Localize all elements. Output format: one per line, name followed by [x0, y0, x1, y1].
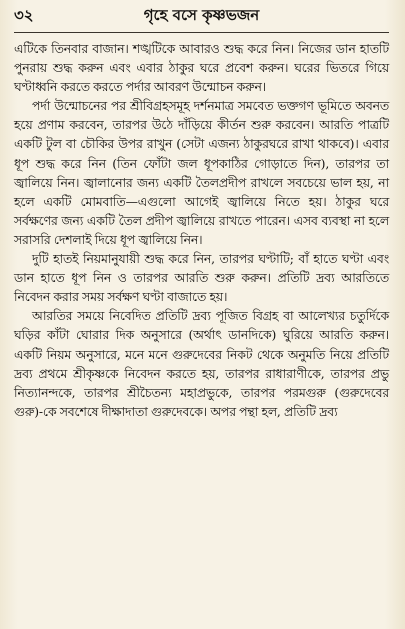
paragraph: পর্দা উন্মোচনের পর শ্রীবিগ্রহসমূহ দর্শনমাত্র সমবেত ভক্তগণ ভূমিতে অবনত হয়ে প্রণাম করবেন, তারপর উঠে দাঁড়িয়ে কীর্তন শুরু করবেন। আরতি পাত্রটি একটি টুল বা চৌকির উপর রাখুন (সেটা এজন্য ঠাকুরঘরে রাখা থাকবে)। এবার ধূপ শুদ্ধ করে নিন (তিন ফোঁটা জল ধূপকাঠির গোড়াতে দিন), তারপর তা জ্বালিয়ে নিন। জ্বালানোর জন্য একটি তৈলপ্রদীপ রাখলে সবচেয়ে ভাল হয়, না হলে একটি মোমবাতি—এগুলো আগেই জ্বালিয়ে নিতে হয়। ঠাকুর ঘরে সর্বক্ষণের জন্য একটি তৈল প্রদীপ জ্বালিয়ে রাখতে পারেন। এসব ব্যবস্থা না হলে সরাসরি দেশলাই দিয়ে ধূপ জ্বালিয়ে নিন। — [14, 98, 389, 247]
body-text — [14, 39, 389, 421]
page-header — [14, 4, 389, 33]
paragraph: দুটি হাতই নিয়মানুযায়ী শুদ্ধ করে নিন, তারপর ঘণ্টাটি; বাঁ হাতে ঘণ্টা এবং ডান হাতে ধূপ নিন ও তারপর আরতি শুরু করুন। প্রতিটি দ্রব্য আরতিতে নিবেদন করার সময় সর্বক্ষণ ঘণ্টা বাজাতে হয়। — [14, 251, 389, 305]
paragraph-continued: এটিকে তিনবার বাজান। শঙ্খটিকে আবারও শুদ্ধ করে নিন। নিজের ডান হাতটি পুনরায় শুদ্ধ করুন এবং এবার ঠাকুর ঘরে প্রবেশ করুন। ঘরের ভিতরে গিয়ে ঘণ্টাধ্বনি করতে করতে পর্দার আবরণ উন্মোচন করুন। — [14, 41, 389, 95]
paragraph: আরতির সময়ে নিবেদিত প্রতিটি দ্রব্য পূজিত বিগ্রহ বা আলেখ্যর চতুর্দিকে ঘড়ির কাঁটা ঘোরার দিক অনুসারে (অর্থাৎ ডানদিকে) ঘুরিয়ে আরতি করুন। একটি নিয়ম অনুসারে, মনে মনে গুরুদেবের নিকট থেকে অনুমতি নিয়ে প্রতিটি দ্রব্য প্রথমে শ্রীকৃষ্ণকে নিবেদন করতে হয়, তারপর রাধারাণীকে, তারপর প্রভু নিত্যানন্দকে, তারপর শ্রীচৈতন্য মহাপ্রভুকে, তারপর পরমগুরু (গুরুদেবের গুরু)-কে সবশেষে দীক্ষাদাতা গুরুদেবকে। অপর পন্থা হল, প্রতিটি দ্রব্য — [14, 308, 389, 419]
page-number: ৩২ — [14, 6, 34, 24]
running-title: গৃহে বসে কৃষ্ণভজন — [143, 6, 260, 24]
